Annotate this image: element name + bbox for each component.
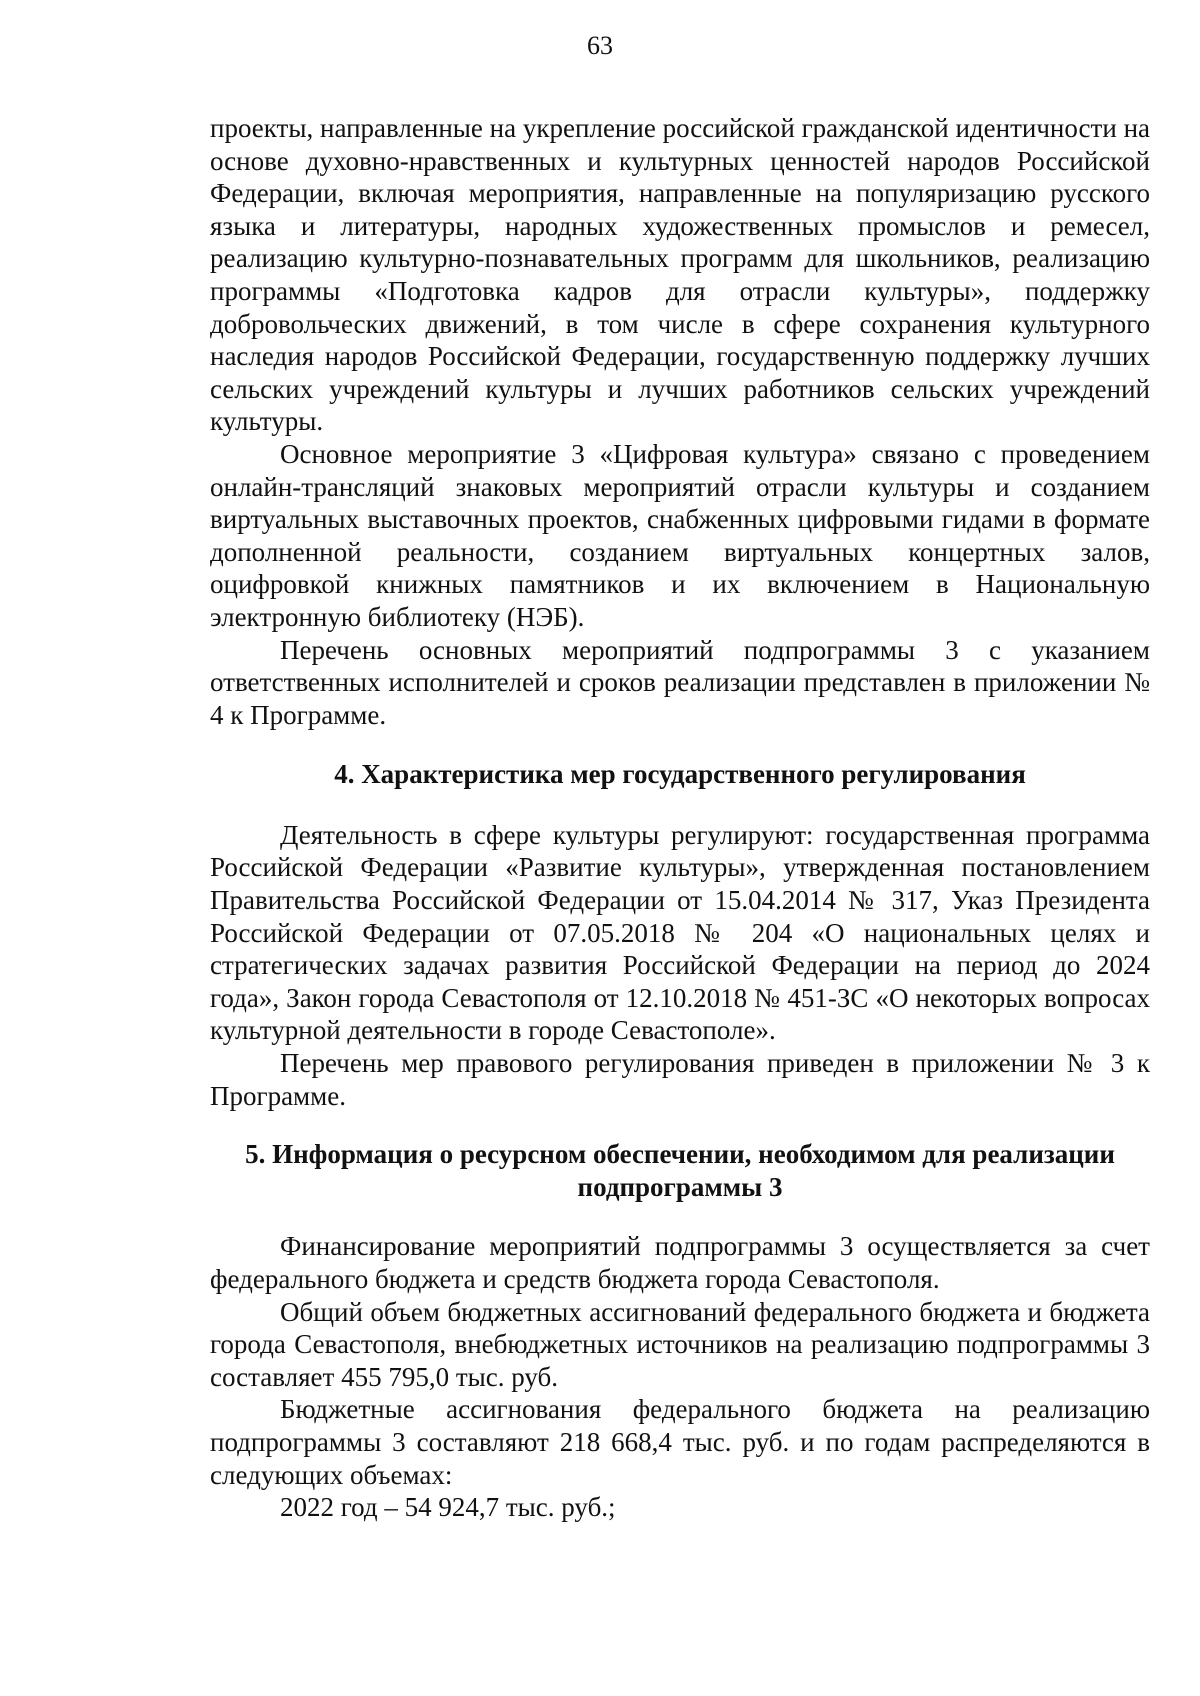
paragraph: Деятельность в сфере культуры регулируют: государственная программа Российской Федерации «Развитие культуры», утвержденная постановлением Правительства Российской Федерации от 15.04.2014 № 317, Указ Президента Российской Федерации от 07.05.2018 № 204 «О национальных целях и стратегических задачах развития Российской Федерации на период до 2024 года», Закон города Севастополя от 12.10.2018 № 451-ЗС «О некоторых вопросах культурной деятельности в городе Севастополе». bbox=[210, 819, 1150, 1046]
paragraph: Перечень основных мероприятий подпрограммы 3 с указанием ответственных исполнителей и сроков реализации представлен в приложении № 4 к Программе. bbox=[210, 634, 1150, 730]
paragraph: Финансирование мероприятий подпрограммы 3 осуществляется за счет федерального бюджета и средств бюджета города Севастополя. bbox=[210, 1231, 1150, 1294]
document-body bbox=[210, 112, 1150, 1524]
page-number: 63 bbox=[587, 31, 613, 60]
paragraph: Бюджетные ассигнования федерального бюджета на реализацию подпрограммы 3 составляют 218 668,4 тыс. руб. и по годам распределяются в следующих объемах: bbox=[210, 1394, 1150, 1490]
paragraph: Общий объем бюджетных ассигнований федерального бюджета и бюджета города Севастополя, внебюджетных источников на реализацию подпрограммы 3 составляет 455 795,0 тыс. руб. bbox=[210, 1296, 1150, 1392]
budget-year-line: 2022 год – 54 924,7 тыс. руб.; bbox=[280, 1492, 616, 1523]
section-heading-5: 5. Информация о ресурсном обеспечении, необходимом для реализации подпрограммы 3 bbox=[245, 1139, 1115, 1202]
paragraph: Основное мероприятие 3 «Цифровая культура» связано с проведением онлайн-трансляций знаковых мероприятий отрасли культуры и созданием виртуальных выставочных проектов, снабженных цифровыми гидами в формате дополненной реальности, созданием виртуальных концертных залов, оцифровкой книжных памятников и их включением в Национальную электронную библиотеку (НЭБ). bbox=[210, 438, 1150, 632]
section-heading-4: 4. Характеристика мер государственного регулирования bbox=[334, 759, 1026, 790]
paragraph: проекты, направленные на укрепление российской гражданской идентичности на основе духовно-нравственных и культурных ценностей народов Российской Федерации, включая мероприятия, направленные на популяризацию русского языка и литературы, народных художественных промыслов и ремесел, реализацию культурно-познавательных программ для школьников, реализацию программы «Подготовка кадров для отрасли культуры», поддержку добровольческих движений, в том числе в сфере сохранения культурного наследия народов Российской Федерации, государственную поддержку лучших сельских учреждений культуры и лучших работников сельских учреждений культуры. bbox=[210, 113, 1150, 437]
paragraph: Перечень мер правового регулирования приведен в приложении № 3 к Программе. bbox=[210, 1048, 1150, 1111]
